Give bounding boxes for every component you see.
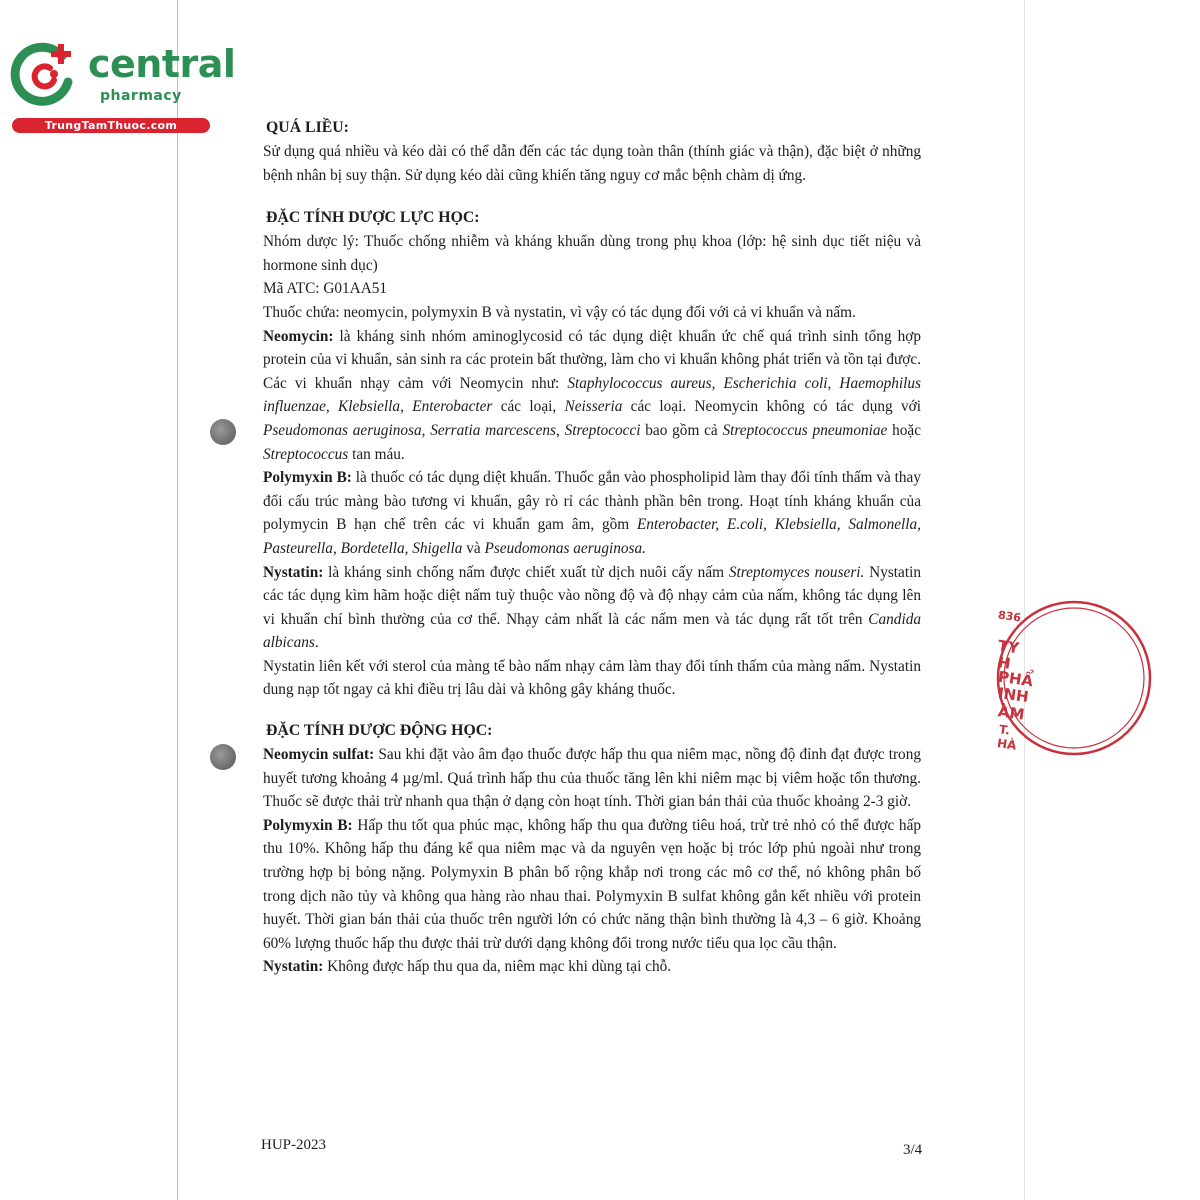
logo-subtitle: pharmacy <box>100 88 182 104</box>
page-number: 3/4 <box>903 1142 923 1158</box>
paragraph: Mã ATC: G01AA51 <box>263 280 388 298</box>
pharmacy-cross-logo-icon <box>10 38 80 108</box>
section-heading: QUÁ LIỀU: <box>266 119 349 136</box>
drug-label: Nystatin: <box>263 958 324 976</box>
organism: Streptococcus pneumoniae <box>722 421 888 439</box>
text: tan máu. <box>348 445 405 463</box>
organism: Candida albicans <box>263 610 921 652</box>
drug-label: Neomycin sulfat: <box>263 746 375 764</box>
stamp-text: T. HÀ <box>996 722 1018 753</box>
section-heading: ĐẶC TÍNH DƯỢC LỰC HỌC: <box>266 209 480 227</box>
stamp-text: INH <box>996 683 1030 707</box>
text: là thuốc có tác dụng diệt khuẩn. Thuốc gắn vào phospholipid làm thay đổi tính thấm và thay đổi cấu trúc màng bào tương vi khuẩn, gây rò rỉ các thành phần bên trong. Hoạt tính kháng khuẩn của polymycin B hạn chế trên các vi khuẩn gam âm, gồm <box>263 469 921 534</box>
text: và <box>462 539 485 557</box>
paragraph-neomycin-sulfat <box>263 743 921 814</box>
text: Hấp thu tốt qua phúc mạc, không hấp thu qua đường tiêu hoá, trừ trẻ nhỏ có thể được hấp thu 10%. Không hấp thu đáng kể qua niêm mạc và da nguyên vẹn hoặc bị tróc lớp phủ ngoài như trong trường hợp bị bỏng nặng. Polymyxin B phân bố rộng khắp nơi trong các mô cơ thể, nó không phân bố trong dịch não tủy và không qua hàng rào nhau thai. Polymyxin B sulfat không gắn kết nhiều với protein huyết. Thời gian bán thải của thuốc trên người lớn có chức năng thận bình thường là 4,3 – 6 giờ. Khoảng 60% lượng thuốc hấp thu được thải trừ dưới dạng không đổi trong nước tiểu qua lọc cầu thận. <box>263 816 922 952</box>
text: các loại. Neomycin không có tác dụng với <box>622 398 921 416</box>
drug-label: Polymyxin B: <box>263 469 352 487</box>
logo-name: central <box>88 42 236 86</box>
stamp-text: TY <box>996 636 1021 658</box>
text: . <box>314 634 319 652</box>
text: , <box>555 421 565 439</box>
stamp-text: PHẨ <box>996 667 1035 691</box>
section-overdose <box>263 116 921 187</box>
text: Không được hấp thu qua da, niêm mạc khi dùng tại chỗ. <box>323 958 672 976</box>
punch-hole-bottom <box>210 744 236 770</box>
page-edge-left <box>177 0 178 1200</box>
drug-label: Nystatin: <box>263 563 324 581</box>
organism: Neisseria <box>564 398 623 416</box>
document-code: HUP-2023 <box>261 1137 327 1153</box>
organism: Serratia marcescens <box>430 421 556 439</box>
drug-label: Neomycin: <box>263 327 334 345</box>
organism: Streptococci <box>564 421 641 439</box>
organism: Streptomyces nouseri. <box>728 563 865 581</box>
text: Nystatin các tác dụng kìm hãm hoặc diệt nấm tuỳ thuộc vào nồng độ và độ nhạy cảm của nấm, không tác dụng lên vi khuẩn chí bình thường của cơ thể. Nhạy cảm nhất là các nấm men và tác dụng rất tốt trên <box>263 563 921 628</box>
text: Sau khi đặt vào âm đạo thuốc được hấp thu qua niêm mạc, nồng độ đỉnh đạt được trong huyết tương khoảng 4 µg/ml. Quá trình hấp thu của thuốc tăng lên khi niêm mạc bị viêm hoặc tổn thương. Thuốc sẽ được thải trừ nhanh qua thận ở dạng còn hoạt tính. Thời gian bán thải của thuốc khoảng 2-3 giờ. <box>263 746 921 811</box>
text: các loại, <box>492 398 565 416</box>
paragraph: Nystatin liên kết với sterol của màng tế bào nấm nhạy cảm làm thay đổi tính thấm của màng nấm. Nystatin dung nạp tốt ngay cả khi điều trị lâu dài và không gây kháng thuốc. <box>263 657 921 699</box>
section-pharmacokinetics <box>263 719 921 979</box>
document-body <box>263 116 921 998</box>
section-heading: ĐẶC TÍNH DƯỢC ĐỘNG HỌC: <box>266 722 493 740</box>
drug-label: Polymyxin B: <box>263 816 353 834</box>
stamp-text: H <box>996 653 1012 673</box>
paragraph-nystatin <box>263 955 921 979</box>
section-pharmacodynamics <box>263 206 921 702</box>
text: là kháng sinh nhóm aminoglycosid có tác dụng diệt khuẩn ức chế quá trình sinh tổng hợp protein của vi khuẩn, sản sinh ra các protein bất thường, làm cho vi khuẩn không phát triển và tồn tại được. Các vi khuẩn nhạy cảm với Neomycin như: <box>263 327 921 392</box>
stamp-text: 836 <box>997 608 1022 625</box>
paragraph: Nhóm dược lý: Thuốc chống nhiễm và kháng khuẩn dùng trong phụ khoa (lớp: hệ sinh dục tiết niệu và hormone sinh dục) <box>263 233 921 274</box>
paragraph-polymyxin <box>263 466 921 560</box>
text: , <box>421 421 431 439</box>
central-pharmacy-logo <box>10 38 236 138</box>
organism: Pseudomonas aeruginosa. <box>484 539 646 557</box>
paragraph: Sử dụng quá nhiều và kéo dài có thể dẫn đến các tác dụng toàn thân (thính giác và thận), đặc biệt ở những bệnh nhân bị suy thận. Sử dụng kéo dài cũng khiến tăng nguy cơ mắc bệnh chàm dị ứng. <box>263 143 921 184</box>
organism: Pseudomonas aeruginosa <box>263 421 422 439</box>
paragraph: Thuốc chứa: neomycin, polymyxin B và nystatin, vì vậy có tác dụng đối với cả vi khuẩn và nấm. <box>263 303 856 321</box>
paragraph-nystatin <box>263 561 921 655</box>
organism: Enterobacter, E.coli, Klebsiella, Salmonella, Pasteurella, Bordetella, Shigella <box>263 516 921 557</box>
text: là kháng sinh chống nấm được chiết xuất từ dịch nuôi cấy nấm <box>323 563 729 581</box>
paragraph-polymyxin <box>263 814 921 956</box>
organism: Staphylococcus aureus, Escherichia coli, Haemophilus influenzae, Klebsiella, Enterobacter <box>263 374 922 416</box>
text: bao gồm cả <box>640 421 723 439</box>
red-stamp <box>994 598 1035 758</box>
organism: Streptococcus <box>263 445 349 463</box>
logo-banner: TrungTamThuoc.com <box>12 118 210 133</box>
punch-hole-top <box>210 419 236 445</box>
paragraph-neomycin <box>263 325 921 467</box>
text: hoặc <box>887 421 921 439</box>
stamp-text: ÀM <box>996 702 1026 724</box>
